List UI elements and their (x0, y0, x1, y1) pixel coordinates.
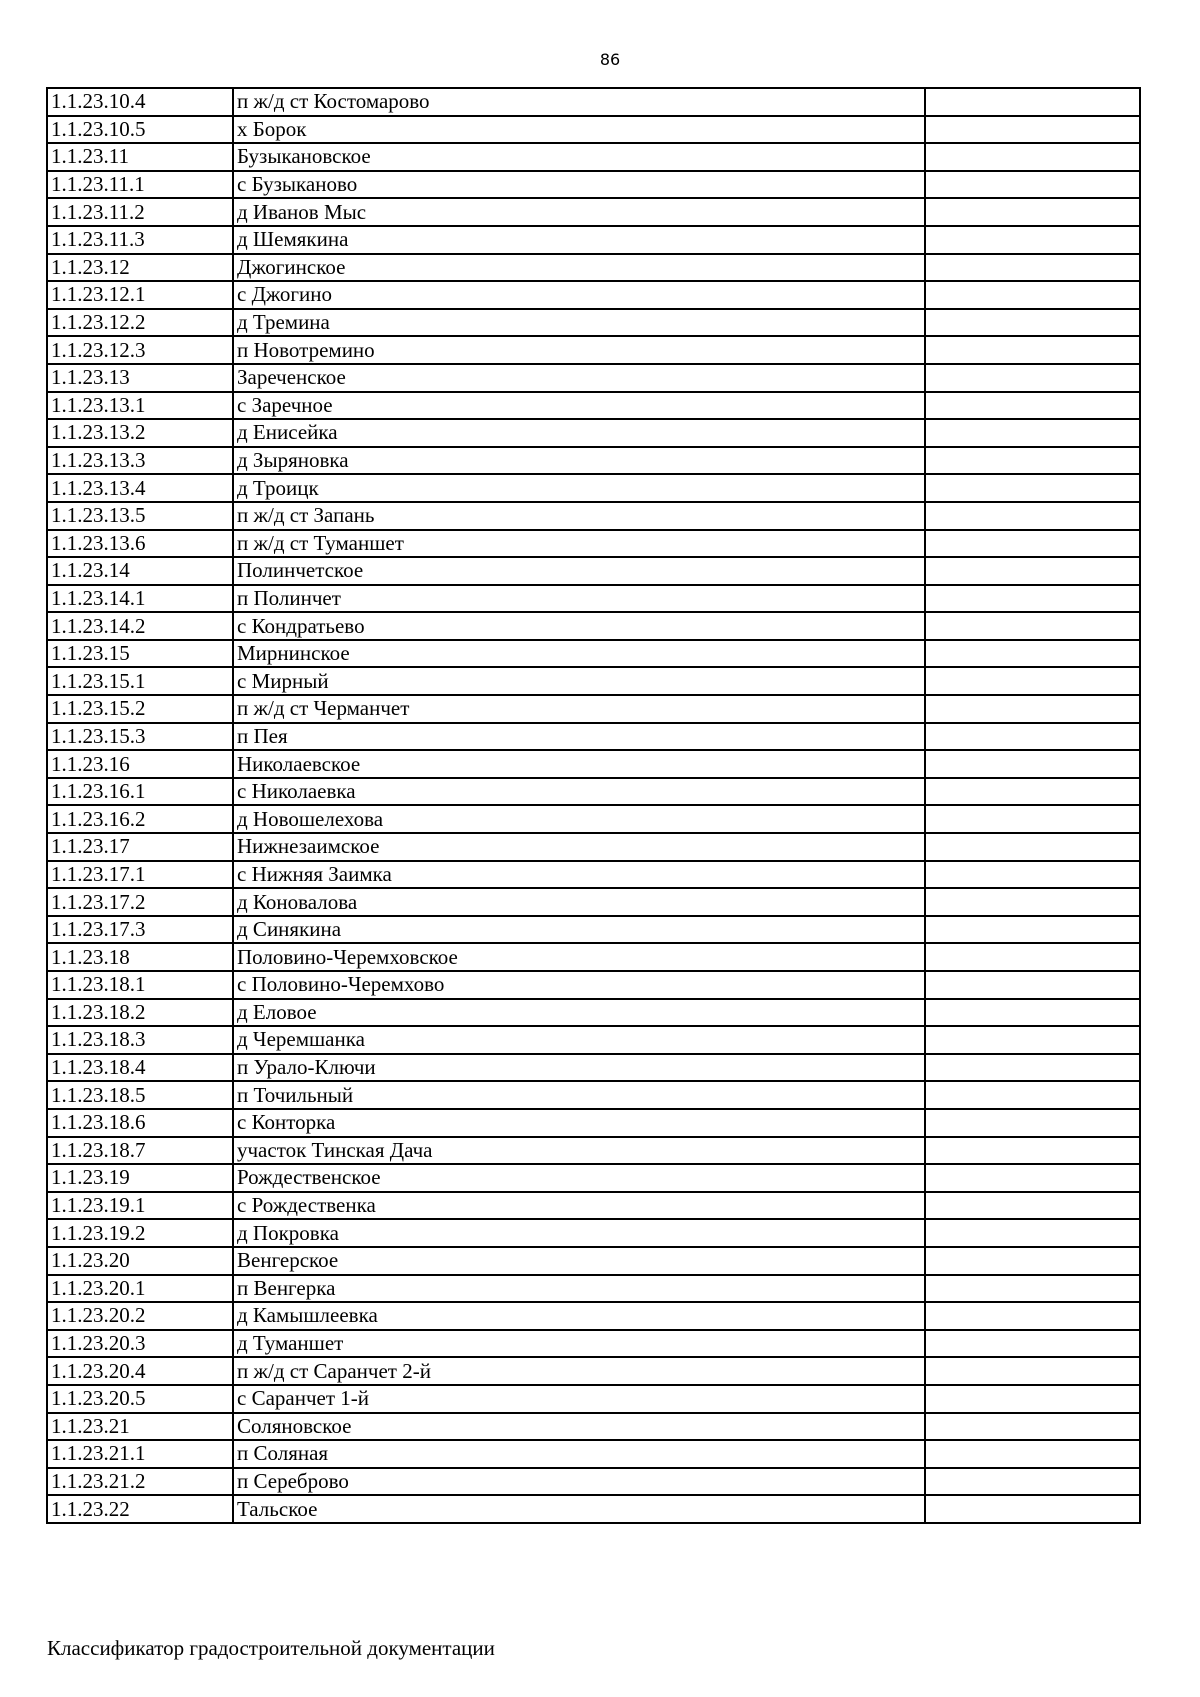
code-cell: 1.1.23.12.3 (47, 336, 233, 364)
code-cell: 1.1.23.13.4 (47, 474, 233, 502)
name-cell: д Черемшанка (233, 1026, 925, 1054)
extra-cell (925, 1219, 1140, 1247)
code-cell: 1.1.23.12 (47, 254, 233, 282)
name-cell: п ж/д ст Запань (233, 502, 925, 530)
name-cell: д Иванов Мыс (233, 198, 925, 226)
code-cell: 1.1.23.11.3 (47, 226, 233, 254)
table-row (47, 888, 1140, 916)
code-cell: 1.1.23.13 (47, 364, 233, 392)
table-row (47, 447, 1140, 475)
extra-cell (925, 1440, 1140, 1468)
table-row (47, 1054, 1140, 1082)
table-row (47, 474, 1140, 502)
code-cell: 1.1.23.14.1 (47, 585, 233, 613)
code-cell: 1.1.23.18.5 (47, 1081, 233, 1109)
code-cell: 1.1.23.19.1 (47, 1192, 233, 1220)
name-cell: д Синякина (233, 916, 925, 944)
name-cell: с Половино-Черемхово (233, 971, 925, 999)
extra-cell (925, 1026, 1140, 1054)
table-row (47, 1137, 1140, 1165)
code-cell: 1.1.23.21.1 (47, 1440, 233, 1468)
code-cell: 1.1.23.22 (47, 1495, 233, 1523)
table-row (47, 1495, 1140, 1523)
page-footer: Классификатор градостроительной документации (47, 1636, 495, 1660)
name-cell: п Сереброво (233, 1468, 925, 1496)
extra-cell (925, 88, 1140, 116)
table-row (47, 419, 1140, 447)
extra-cell (925, 971, 1140, 999)
extra-cell (925, 585, 1140, 613)
name-cell: п Венгерка (233, 1275, 925, 1303)
table-row (47, 143, 1140, 171)
name-cell: участок Тинская Дача (233, 1137, 925, 1165)
extra-cell (925, 171, 1140, 199)
name-cell: д Коновалова (233, 888, 925, 916)
code-cell: 1.1.23.18.2 (47, 999, 233, 1027)
extra-cell (925, 861, 1140, 889)
table-row (47, 723, 1140, 751)
table-row (47, 778, 1140, 806)
table-row (47, 530, 1140, 558)
extra-cell (925, 999, 1140, 1027)
name-cell: д Зыряновка (233, 447, 925, 475)
name-cell: д Новошелехова (233, 805, 925, 833)
classifier-table (46, 87, 1141, 1524)
code-cell: 1.1.23.10.5 (47, 116, 233, 144)
extra-cell (925, 1495, 1140, 1523)
name-cell: д Еловое (233, 999, 925, 1027)
name-cell: д Покровка (233, 1219, 925, 1247)
extra-cell (925, 1247, 1140, 1275)
extra-cell (925, 1275, 1140, 1303)
name-cell: с Рождественка (233, 1192, 925, 1220)
extra-cell (925, 778, 1140, 806)
code-cell: 1.1.23.15 (47, 640, 233, 668)
code-cell: 1.1.23.20.2 (47, 1302, 233, 1330)
table-row (47, 281, 1140, 309)
code-cell: 1.1.23.11.2 (47, 198, 233, 226)
extra-cell (925, 116, 1140, 144)
extra-cell (925, 943, 1140, 971)
table-row (47, 1357, 1140, 1385)
page-number: 86 (599, 50, 621, 69)
name-cell: Соляновское (233, 1413, 925, 1441)
extra-cell (925, 640, 1140, 668)
extra-cell (925, 695, 1140, 723)
name-cell: Бузыкановское (233, 143, 925, 171)
code-cell: 1.1.23.18.6 (47, 1109, 233, 1137)
extra-cell (925, 309, 1140, 337)
table-row (47, 1247, 1140, 1275)
code-cell: 1.1.23.11.1 (47, 171, 233, 199)
table-row (47, 1302, 1140, 1330)
extra-cell (925, 1330, 1140, 1358)
code-cell: 1.1.23.11 (47, 143, 233, 171)
code-cell: 1.1.23.20.4 (47, 1357, 233, 1385)
table-row (47, 1026, 1140, 1054)
table-row (47, 999, 1140, 1027)
table-row (47, 309, 1140, 337)
extra-cell (925, 723, 1140, 751)
name-cell: х Борок (233, 116, 925, 144)
name-cell: Джогинское (233, 254, 925, 282)
table-row (47, 861, 1140, 889)
name-cell: Тальское (233, 1495, 925, 1523)
name-cell: Половино-Черемховское (233, 943, 925, 971)
table-row (47, 612, 1140, 640)
name-cell: п ж/д ст Костомарово (233, 88, 925, 116)
table-body (47, 88, 1140, 1523)
extra-cell (925, 419, 1140, 447)
extra-cell (925, 1468, 1140, 1496)
table-row (47, 254, 1140, 282)
extra-cell (925, 1054, 1140, 1082)
code-cell: 1.1.23.16.1 (47, 778, 233, 806)
table-row (47, 1440, 1140, 1468)
name-cell: Венгерское (233, 1247, 925, 1275)
name-cell: с Конторка (233, 1109, 925, 1137)
name-cell: д Камышлеевка (233, 1302, 925, 1330)
code-cell: 1.1.23.16 (47, 750, 233, 778)
name-cell: п Соляная (233, 1440, 925, 1468)
code-cell: 1.1.23.15.1 (47, 667, 233, 695)
extra-cell (925, 612, 1140, 640)
extra-cell (925, 530, 1140, 558)
extra-cell (925, 1385, 1140, 1413)
code-cell: 1.1.23.19 (47, 1164, 233, 1192)
extra-cell (925, 447, 1140, 475)
name-cell: д Шемякина (233, 226, 925, 254)
table-row (47, 1192, 1140, 1220)
name-cell: с Бузыканово (233, 171, 925, 199)
table-row (47, 916, 1140, 944)
table-row (47, 943, 1140, 971)
table-row (47, 502, 1140, 530)
name-cell: Нижнезаимское (233, 833, 925, 861)
extra-cell (925, 805, 1140, 833)
code-cell: 1.1.23.18 (47, 943, 233, 971)
extra-cell (925, 502, 1140, 530)
table-row (47, 1330, 1140, 1358)
table-row (47, 750, 1140, 778)
code-cell: 1.1.23.13.6 (47, 530, 233, 558)
code-cell: 1.1.23.12.1 (47, 281, 233, 309)
name-cell: п ж/д ст Саранчет 2-й (233, 1357, 925, 1385)
code-cell: 1.1.23.20.3 (47, 1330, 233, 1358)
extra-cell (925, 254, 1140, 282)
extra-cell (925, 364, 1140, 392)
code-cell: 1.1.23.10.4 (47, 88, 233, 116)
code-cell: 1.1.23.16.2 (47, 805, 233, 833)
extra-cell (925, 750, 1140, 778)
name-cell: с Саранчет 1-й (233, 1385, 925, 1413)
code-cell: 1.1.23.14.2 (47, 612, 233, 640)
code-cell: 1.1.23.21 (47, 1413, 233, 1441)
name-cell: д Троицк (233, 474, 925, 502)
code-cell: 1.1.23.13.2 (47, 419, 233, 447)
code-cell: 1.1.23.17.2 (47, 888, 233, 916)
table-row (47, 1413, 1140, 1441)
code-cell: 1.1.23.17 (47, 833, 233, 861)
code-cell: 1.1.23.19.2 (47, 1219, 233, 1247)
extra-cell (925, 1357, 1140, 1385)
table-row (47, 1219, 1140, 1247)
extra-cell (925, 1109, 1140, 1137)
name-cell: с Кондратьево (233, 612, 925, 640)
name-cell: Зареченское (233, 364, 925, 392)
table-row (47, 1468, 1140, 1496)
name-cell: п Новотремино (233, 336, 925, 364)
name-cell: Мирнинское (233, 640, 925, 668)
extra-cell (925, 1081, 1140, 1109)
extra-cell (925, 1413, 1140, 1441)
table-row (47, 171, 1140, 199)
code-cell: 1.1.23.15.2 (47, 695, 233, 723)
code-cell: 1.1.23.18.4 (47, 1054, 233, 1082)
extra-cell (925, 1137, 1140, 1165)
extra-cell (925, 392, 1140, 420)
table-row (47, 1385, 1140, 1413)
code-cell: 1.1.23.20.5 (47, 1385, 233, 1413)
name-cell: с Мирный (233, 667, 925, 695)
table-row (47, 640, 1140, 668)
name-cell: п ж/д ст Черманчет (233, 695, 925, 723)
name-cell: п Пея (233, 723, 925, 751)
table-row (47, 364, 1140, 392)
table-row (47, 198, 1140, 226)
extra-cell (925, 557, 1140, 585)
table-row (47, 1164, 1140, 1192)
table-row (47, 1081, 1140, 1109)
table-row (47, 88, 1140, 116)
extra-cell (925, 1302, 1140, 1330)
name-cell: Полинчетское (233, 557, 925, 585)
extra-cell (925, 198, 1140, 226)
name-cell: с Джогино (233, 281, 925, 309)
name-cell: с Николаевка (233, 778, 925, 806)
table-row (47, 336, 1140, 364)
code-cell: 1.1.23.18.3 (47, 1026, 233, 1054)
code-cell: 1.1.23.15.3 (47, 723, 233, 751)
table-row (47, 392, 1140, 420)
code-cell: 1.1.23.13.5 (47, 502, 233, 530)
name-cell: Николаевское (233, 750, 925, 778)
code-cell: 1.1.23.18.1 (47, 971, 233, 999)
extra-cell (925, 1164, 1140, 1192)
code-cell: 1.1.23.17.1 (47, 861, 233, 889)
table-row (47, 833, 1140, 861)
code-cell: 1.1.23.20.1 (47, 1275, 233, 1303)
code-cell: 1.1.23.21.2 (47, 1468, 233, 1496)
extra-cell (925, 833, 1140, 861)
code-cell: 1.1.23.18.7 (47, 1137, 233, 1165)
name-cell: п Полинчет (233, 585, 925, 613)
table-row (47, 971, 1140, 999)
table-row (47, 226, 1140, 254)
table-row (47, 805, 1140, 833)
code-cell: 1.1.23.12.2 (47, 309, 233, 337)
extra-cell (925, 336, 1140, 364)
code-cell: 1.1.23.20 (47, 1247, 233, 1275)
code-cell: 1.1.23.17.3 (47, 916, 233, 944)
name-cell: д Туманшет (233, 1330, 925, 1358)
table-row (47, 667, 1140, 695)
extra-cell (925, 916, 1140, 944)
name-cell: п ж/д ст Туманшет (233, 530, 925, 558)
code-cell: 1.1.23.13.3 (47, 447, 233, 475)
code-cell: 1.1.23.14 (47, 557, 233, 585)
name-cell: п Точильный (233, 1081, 925, 1109)
name-cell: п Урало-Ключи (233, 1054, 925, 1082)
name-cell: д Тремина (233, 309, 925, 337)
name-cell: с Заречное (233, 392, 925, 420)
table-row (47, 116, 1140, 144)
extra-cell (925, 667, 1140, 695)
extra-cell (925, 226, 1140, 254)
name-cell: Рождественское (233, 1164, 925, 1192)
extra-cell (925, 888, 1140, 916)
table-row (47, 695, 1140, 723)
name-cell: д Енисейка (233, 419, 925, 447)
code-cell: 1.1.23.13.1 (47, 392, 233, 420)
extra-cell (925, 474, 1140, 502)
table-row (47, 1109, 1140, 1137)
extra-cell (925, 281, 1140, 309)
name-cell: с Нижняя Заимка (233, 861, 925, 889)
extra-cell (925, 143, 1140, 171)
table-row (47, 585, 1140, 613)
table-row (47, 1275, 1140, 1303)
table-row (47, 557, 1140, 585)
extra-cell (925, 1192, 1140, 1220)
